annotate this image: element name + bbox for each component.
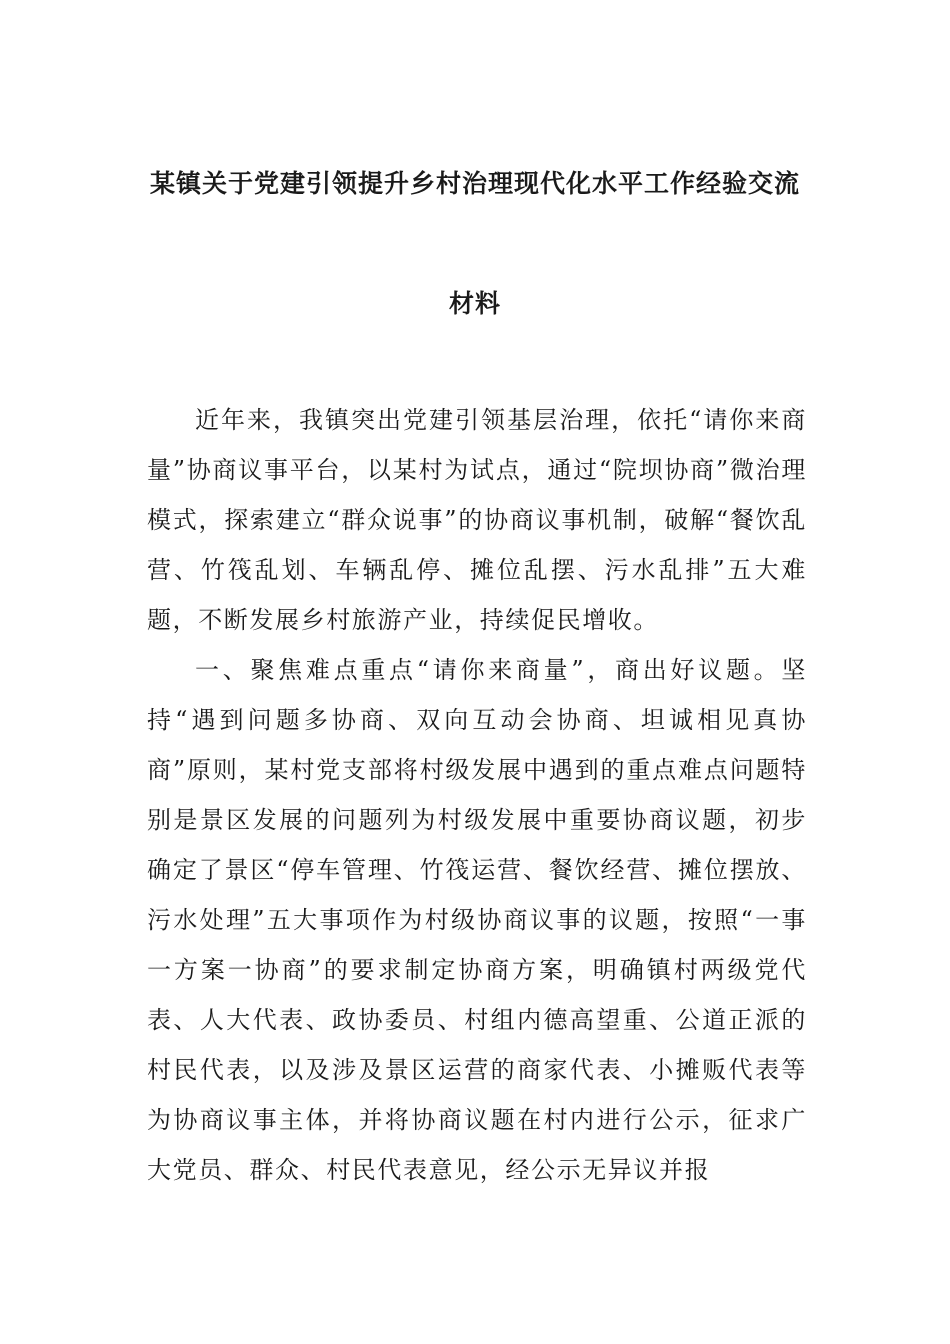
paragraph-section-1: 一、聚焦难点重点“请你来商量”，商出好议题。坚持“遇到问题多协商、双向互动会协商、坦诚相见真协商”原则，某村党支部将村级发展中遇到的重点难点问题特别是景区发展的问题列为村级发展中重要协商议题，初步确定了景区“停车管理、竹筏运营、餐饮经营、摊位摆放、污水处理”五大事项作为村级协商议事的议题，按照“一事一方案一协商”的要求制定协商方案，明确镇村两级党代表、人大代表、政协委员、村组内德高望重、公道正派的村民代表，以及涉及景区运营的商家代表、小摊贩代表等为协商议事主体，并将协商议题在村内进行公示，征求广大党员、群众、村民代表意见，经公示无异议并报 <box>147 656 807 1184</box>
document-body <box>147 395 807 1195</box>
paragraph-intro: 近年来，我镇突出党建引领基层治理，依托“请你来商量”协商议事平台，以某村为试点，通过“院坝协商”微治理模式，探索建立“群众说事”的协商议事机制，破解“餐饮乱营、竹筏乱划、车辆乱停、摊位乱摆、污水乱排”五大难题，不断发展乡村旅游产业，持续促民增收。 <box>147 406 807 634</box>
document-title-line-2: 材料 <box>448 289 501 318</box>
document-title-line-1: 某镇关于党建引领提升乡村治理现代化水平工作经验交流 <box>149 169 800 198</box>
